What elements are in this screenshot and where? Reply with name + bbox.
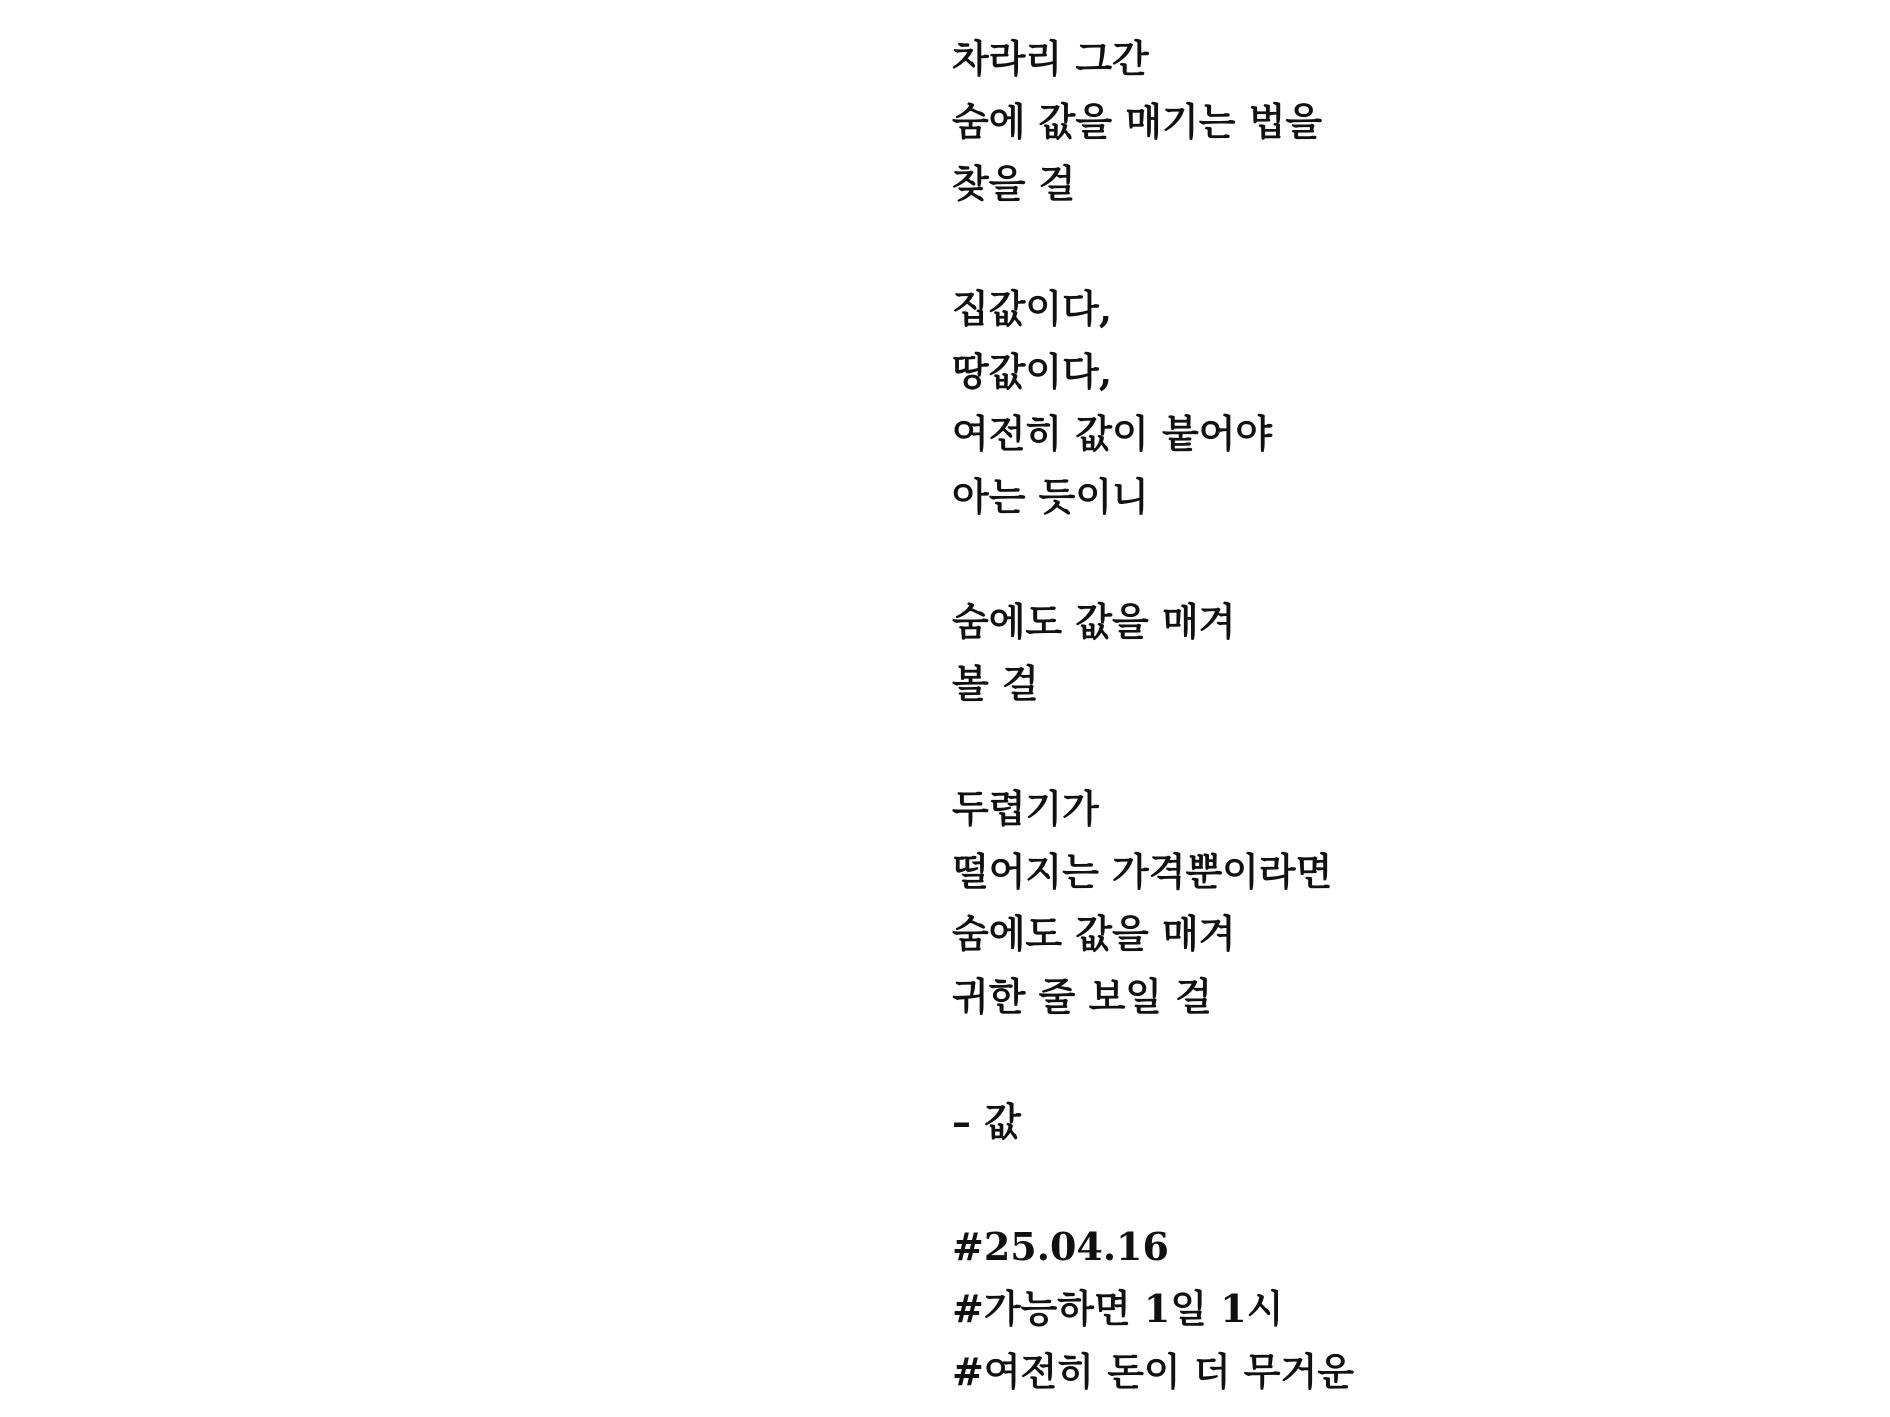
poem-line: 볼 걸 [952,661,1039,706]
poem-line: 집값이다, [952,286,1113,331]
poem-line: 숨에 값을 매기는 법을 [952,98,1323,144]
hashtag: #여전히 돈이 더 무거운 [952,1348,1354,1394]
poem-line: 떨어지는 가격뿐이라면 [952,848,1333,894]
stanza-break [952,1153,1852,1216]
stanza-break [952,528,1852,591]
poem-line: 숨에도 값을 매겨 [952,911,1236,956]
poem-line: 숨에도 값을 매겨 [952,598,1236,644]
poem-line: 땅값이다, [952,348,1113,394]
poem-line: 귀한 줄 보일 걸 [952,973,1212,1019]
stanza-break [952,1028,1852,1091]
poem-body [952,28,1852,1403]
poem-line: 차라리 그간 [952,36,1149,81]
hashtag-date: #25.04.16 [952,1223,1169,1269]
stanza-break [952,716,1852,779]
poem-line: 여전히 값이 붙어야 [952,411,1273,456]
hashtag: #가능하면 1일 1시 [952,1286,1284,1331]
poem-line: 두렵기가 [952,786,1099,831]
poem-title: – 값 [952,1098,1021,1144]
stanza-break [952,216,1852,279]
poem-line: 아는 듯이니 [952,473,1149,519]
poem-line: 찾을 걸 [952,161,1076,206]
